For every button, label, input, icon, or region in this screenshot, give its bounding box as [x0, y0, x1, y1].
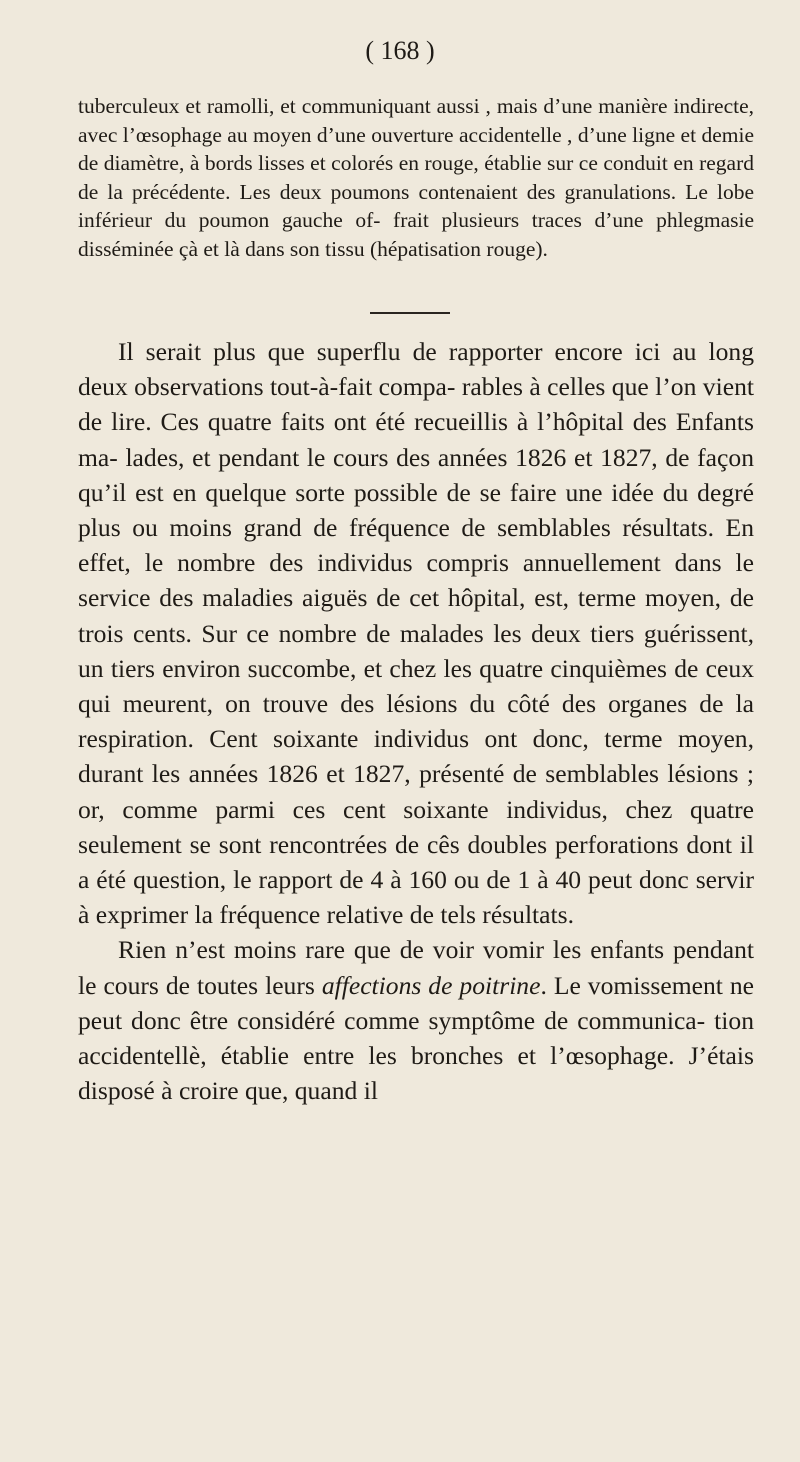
paragraph-vomiting-start: Rien n’est moins rare que de voir vomir les enfants pendant le cours de toutes leurs — [78, 935, 754, 1000]
main-text — [78, 334, 754, 1108]
page-number: ( 168 ) — [365, 36, 435, 65]
paragraph-vomiting — [78, 932, 754, 1108]
section-divider — [370, 312, 450, 314]
paragraph-vomiting-end: . Le vomissement ne peut donc être considéré comme symptôme de communica- tion accidentellè, établie entre les bronches et l’œsophage. J’étais disposé à croire que, quand il — [78, 970, 754, 1106]
paragraph-observations: Il serait plus que superflu de rapporter encore ici au long deux observations tout-à-fait compa- rables à celles que l’on vient de lire. Ces quatre faits ont été recueillis à l’hôpital des Enfants ma- lades, et pendant le cours des années 1826 et 1827, de façon qu’il est en quelque sorte possible de se faire une idée du degré plus ou moins grand de fréquence de semblables résultats. En effet, le nombre des individus compris annuellement dans le service des maladies aiguës de cet hôpital, est, terme moyen, de trois cents. Sur ce nombre de malades les deux tiers guérissent, un tiers environ succombe, et chez les quatre cinquièmes de ceux qui meurent, on trouve des lésions du côté des organes de la respiration. Cent soixante individus ont donc, terme moyen, durant les années 1826 et 1827, présenté de semblables lésions ; or, comme parmi ces cent soixante individus, chez quatre seulement se sont rencontrées de cês doubles perforations dont il a été question, le rapport de 4 à 160 ou de 1 à 40 peut donc servir à exprimer la fréquence relative de tels résultats. — [78, 337, 754, 930]
italic-term: affections de poitrine — [321, 970, 541, 1000]
paragraph-continued: tuberculeux et ramolli, et communiquant aussi , mais d’une manière indirecte, avec l’œsophage au moyen d’une ouverture accidentelle , d’une ligne et demie de diamètre, à bords lisses et colorés en rouge, établie sur ce conduit en regard de la précédente. Les deux poumons contenaient des granulations. Le lobe inférieur du poumon gauche of- frait plusieurs traces d’une phlegmasie disséminée çà et là dans son tissu (hépatisation rouge). — [78, 94, 754, 261]
